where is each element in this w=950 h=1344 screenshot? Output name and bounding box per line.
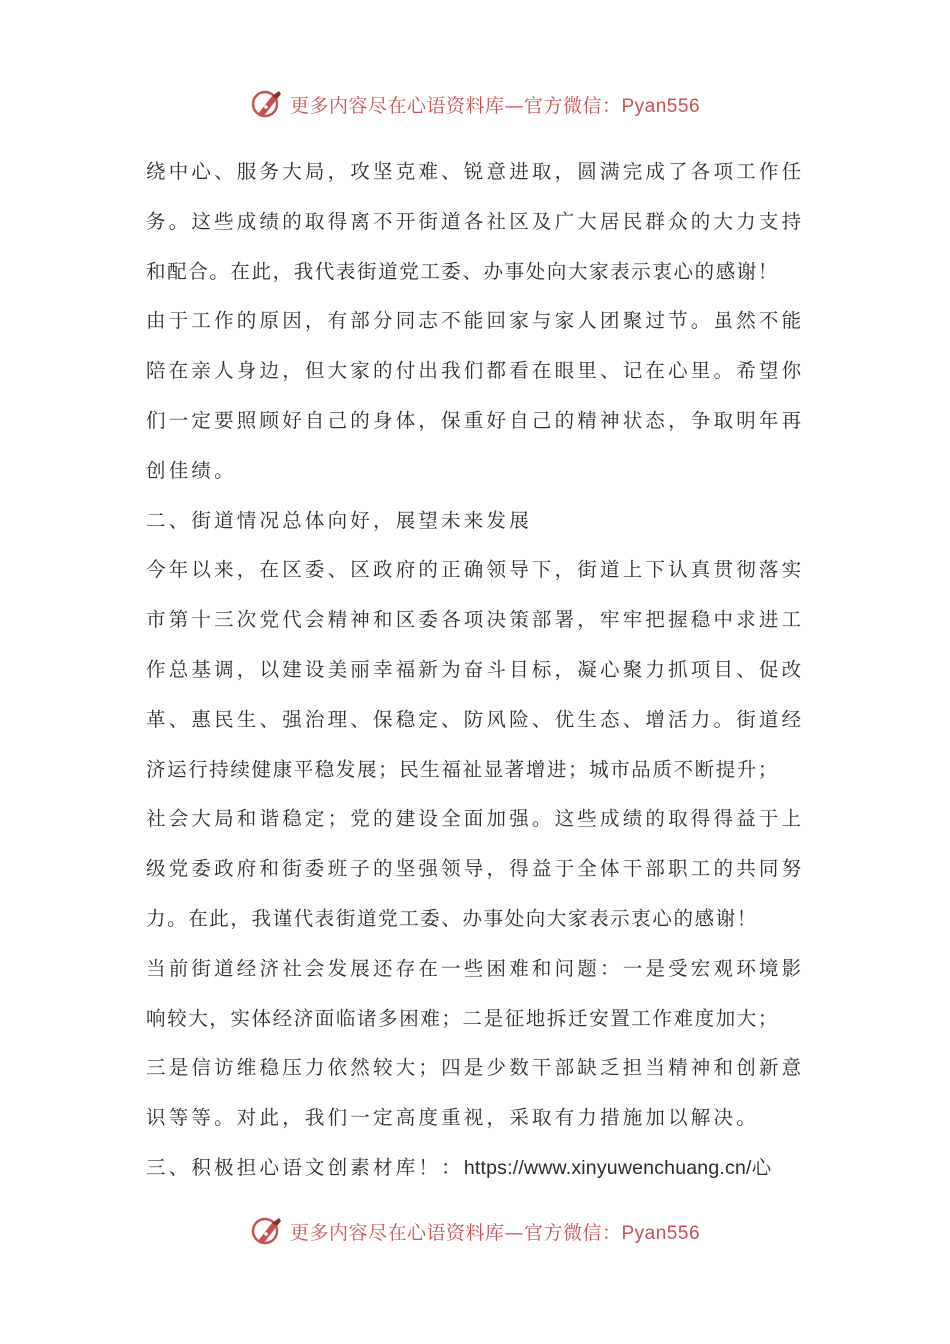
body-line: 陪在亲人身边，但大家的付出我们都看在眼里、记在心里。希望你 [146,359,805,383]
body-line: 务。这些成绩的取得离不开街道各社区及广大居民群众的大力支持 [146,209,805,233]
body-line: 三是信访维稳压力依然较大；四是少数干部缺乏担当精神和创新意 [146,1056,805,1080]
website-link[interactable]: https://www.xinyuwenchuang.cn/ [463,1156,752,1179]
document-body [146,147,826,1193]
body-line: 响较大，实体经济面临诸多困难；二是征地拆迁安置工作难度加大； [146,1006,780,1030]
body-line: 力。在此，我谨代表街道党工委、办事处向大家表示衷心的感谢！ [146,906,758,930]
body-line: 市第十三次党代会精神和区委各项决策部署，牢牢把握稳中求进工 [146,608,805,632]
body-line: 创佳绩。 [146,458,237,482]
body-line: 们一定要照顾好自己的身体，保重好自己的精神状态，争取明年再 [146,408,805,432]
body-line: 社会大局和谐稳定；党的建设全面加强。这些成绩的取得得益于上 [146,807,805,831]
body-line: 级党委政府和街委班子的坚强领导，得益于全体干部职工的共同努 [146,857,805,881]
body-line: 和配合。在此，我代表街道党工委、办事处向大家表示衷心的感谢！ [146,259,780,283]
body-line: 绕中心、服务大局，攻坚克难、锐意进取，圆满完成了各项工作任 [146,160,805,183]
section-heading-with-link [146,1143,826,1193]
body-line: 当前街道经济社会发展还存在一些困难和问题：一是受宏观环境影 [146,956,805,980]
body-line: 革、惠民生、强治理、保稳定、防风险、优生态、增活力。街道经 [146,707,805,731]
heading-suffix: 心 [751,1155,775,1179]
pen-nib-logo-icon [250,1214,284,1248]
body-line: 由于工作的原因，有部分同志不能回家与家人团聚过节。虽然不能 [146,309,805,333]
body-line: 今年以来，在区委、区政府的正确领导下，街道上下认真贯彻落实 [146,558,805,582]
pen-nib-logo-icon [250,87,284,121]
footer-watermark [0,1211,950,1251]
body-line: 识等等。对此，我们一定高度重视，采取有力措施加以解决。 [146,1106,759,1130]
heading-prefix: 三、积极担心语文创素材库！： [146,1155,464,1179]
body-line: 作总基调，以建设美丽幸福新为奋斗目标，凝心聚力抓项目、促改 [146,657,805,681]
watermark-text: 更多内容尽在心语资料库—官方微信：Pyan556 [289,1221,701,1244]
header-watermark [0,84,950,124]
watermark-text: 更多内容尽在心语资料库—官方微信：Pyan556 [289,94,701,117]
body-line: 济运行持续健康平稳发展；民生福祉显著增进；城市品质不断提升； [146,757,780,781]
section-heading: 二、街道情况总体向好，展望未来发展 [146,508,532,532]
